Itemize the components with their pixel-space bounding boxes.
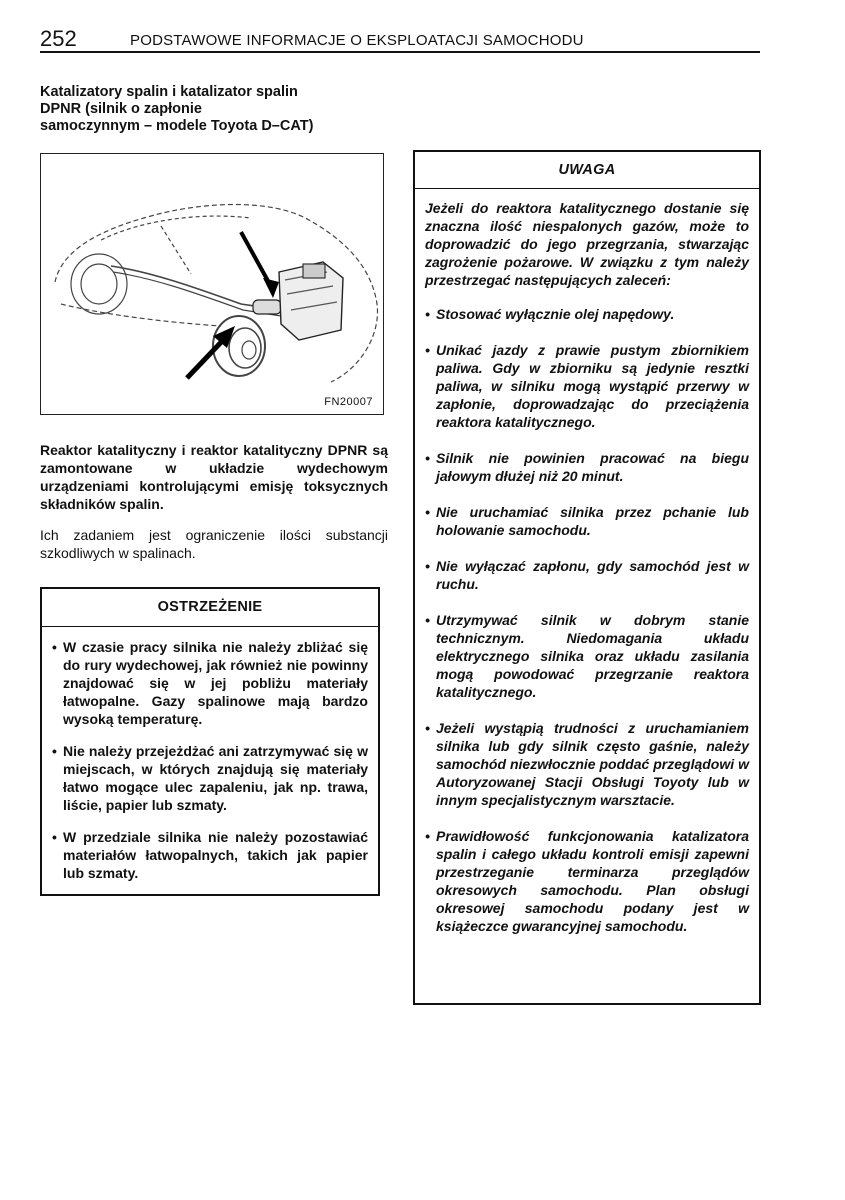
note-item: • Jeżeli wystąpią trudności z uruchamianiem silnika lub gdy silnik często gaśnie, należy samochód niezwłocznie poddać przeglądowi w Autoryzowanej Stacji Obsługi Toyoty lub w innym specjalistycznym warsztacie. <box>425 719 749 809</box>
section-title-line: DPNR (silnik o zapłonie <box>40 101 202 117</box>
warning-item: • W przedziale silnika nie należy pozostawiać materiałów łatwopalnych, takich jak papier lub szmaty. <box>52 828 368 882</box>
note-item: • Utrzymywać silnik w dobrym stanie technicznym. Niedomagania układu elektrycznego silnika oraz układu zasilania mogą powodować przegrzanie reaktora katalitycznego. <box>425 611 749 701</box>
running-title: PODSTAWOWE INFORMACJE O EKSPLOATACJI SAMOCHODU <box>130 32 584 49</box>
page-header <box>40 26 760 54</box>
note-title: UWAGA <box>558 162 616 178</box>
note-item: • Unikać jazdy z prawie pustym zbiornikiem paliwa. Gdy w zbiorniku są jedynie resztki paliwa, w silniku mogą wystąpić przerwy w zapłonie, doprowadzając do przeciążenia reaktora katalitycznego. <box>425 341 749 431</box>
figure-code: FN20007 <box>324 396 373 408</box>
warning-box <box>40 587 380 896</box>
note-item: • Stosować wyłącznie olej napędowy. <box>425 305 749 323</box>
warning-list <box>42 627 378 882</box>
warning-item: • W czasie pracy silnika nie należy zbliżać się do rury wydechowej, jak również nie powinny znajdować się w jej pobliżu materiały łatwopalne. Gazy spalinowe mają bardzo wysoką temperaturę. <box>52 638 368 728</box>
note-divider <box>415 188 759 189</box>
section-title-line: samoczynnym – modele Toyota D–CAT) <box>40 118 314 134</box>
note-list <box>415 289 759 935</box>
note-item: • Nie uruchamiać silnika przez pchanie lub holowanie samochodu. <box>425 503 749 539</box>
page-number: 252 <box>40 26 77 51</box>
catalytic-converter-figure <box>40 153 384 415</box>
arrow-icon <box>187 326 235 378</box>
warning-title: OSTRZEŻENIE <box>157 599 263 615</box>
note-box <box>413 150 761 1005</box>
header-rule <box>40 51 760 53</box>
note-intro: Jeżeli do reaktora katalitycznego dostanie się znaczna ilość niespalonych gazów, może to doprowadzić do jego przegrzania, stwarzając zagrożenie pożarowe. W związku z tym należy przestrzegać następujących zaleceń: <box>425 200 749 288</box>
arrow-icon <box>241 232 279 298</box>
paragraph-normal: Ich zadaniem jest ograniczenie ilości substancji szkodliwych w spalinach. <box>40 527 388 561</box>
note-item: • Nie wyłączać zapłonu, gdy samochód jest w ruchu. <box>425 557 749 593</box>
car-exhaust-illustration <box>41 154 384 415</box>
note-item: • Silnik nie powinien pracować na biegu jałowym dłużej niż 20 minut. <box>425 449 749 485</box>
section-title <box>40 84 388 135</box>
note-item: • Prawidłowość funkcjonowania katalizatora spalin i całego układu kontroli emisji zapewni przestrzeganie terminarza przeglądów okresowych samochodu. Plan obsługi okresowej samochodu podany jest w książeczce gwarancyjnej samochodu. <box>425 827 749 935</box>
paragraph-bold: Reaktor katalityczny i reaktor katalityczny DPNR są zamontowane w układzie wydechowym urządzeniami kontrolującymi emisję toksycznych składników spalin. <box>40 442 388 512</box>
section-title-line: Katalizatory spalin i katalizator spalin <box>40 84 298 100</box>
warning-item: • Nie należy przejeżdżać ani zatrzymywać się w miejscach, w których znajdują się materiały łatwo mogące ulec zapaleniu, jak np. trawa, liście, papier lub szmaty. <box>52 742 368 814</box>
left-column <box>40 84 388 562</box>
